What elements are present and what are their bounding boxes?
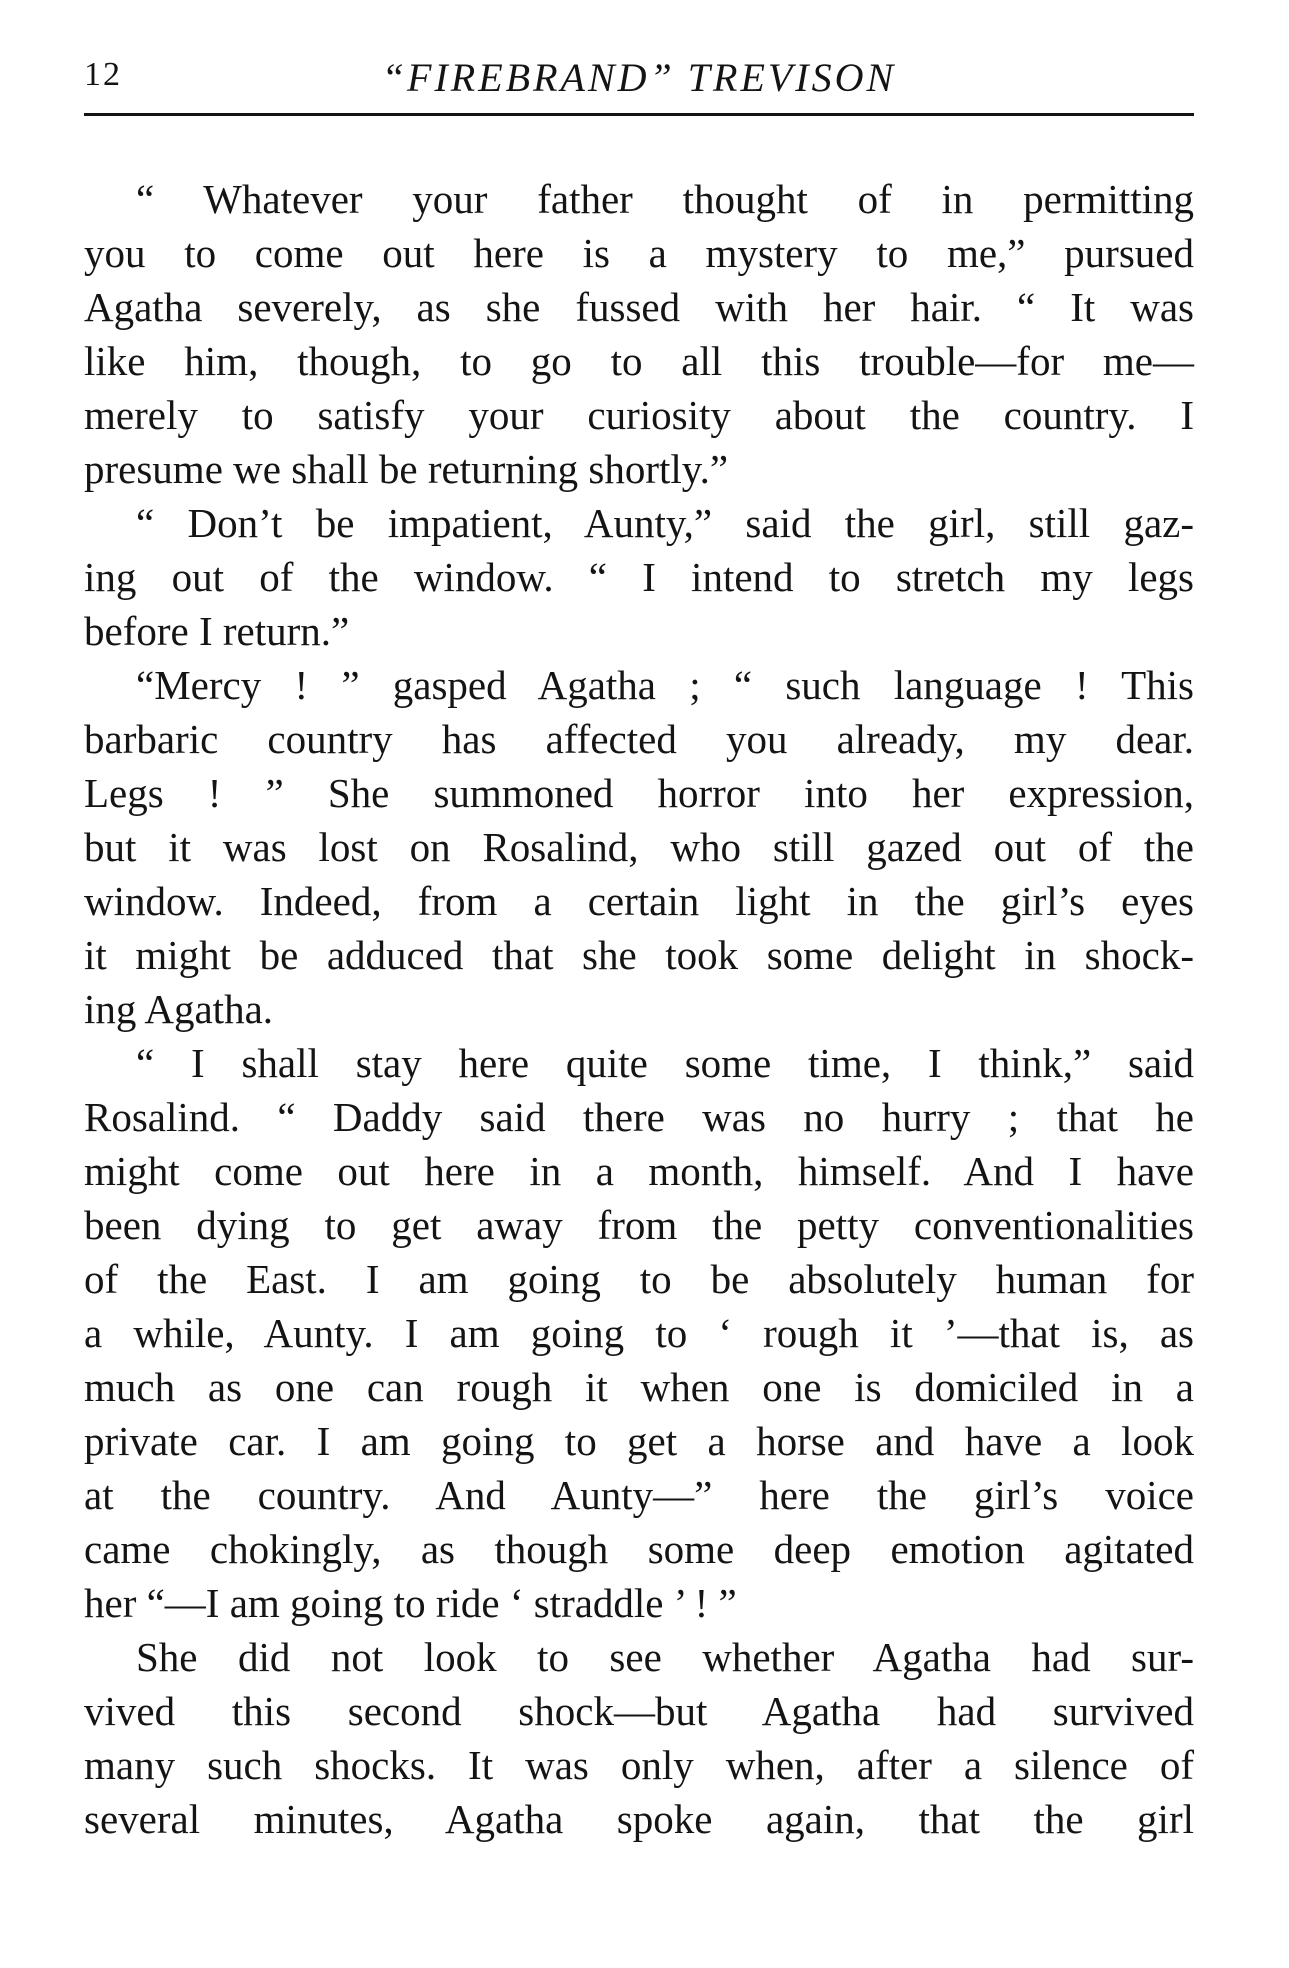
text-line: “ Whatever your father thought of in permitting xyxy=(136,176,1194,222)
text-line: much as one can rough it when one is domiciled in a xyxy=(84,1364,1194,1410)
paragraph xyxy=(84,1036,1194,1630)
text-line: you to come out here is a mystery to me,” pursued xyxy=(84,230,1194,276)
text-line: She did not look to see whether Agatha had sur- xyxy=(136,1634,1194,1680)
text-line: ing out of the window. “ I intend to stretch my legs xyxy=(84,554,1194,600)
text-line: private car. I am going to get a horse and have a look xyxy=(84,1418,1194,1464)
text-line: “ I shall stay here quite some time, I think,” said xyxy=(136,1040,1194,1086)
text-line: ing Agatha. xyxy=(84,986,274,1032)
text-line: presume we shall be returning shortly.” xyxy=(84,446,729,492)
text-line: window. Indeed, from a certain light in the girl’s eyes xyxy=(84,878,1194,924)
header-rule xyxy=(84,113,1194,116)
text-line: before I return.” xyxy=(84,608,350,654)
page-number: 12 xyxy=(84,56,122,93)
text-line: it might be adduced that she took some delight in shock- xyxy=(84,932,1194,978)
text-line: “Mercy ! ” gasped Agatha ; “ such language ! This xyxy=(136,662,1194,708)
text-line: at the country. And Aunty—” here the girl’s voice xyxy=(84,1472,1194,1518)
text-line: been dying to get away from the petty conventionalities xyxy=(84,1202,1194,1248)
text-line: merely to satisfy your curiosity about the country. I xyxy=(84,392,1194,438)
running-head xyxy=(84,52,1194,112)
body-text xyxy=(84,172,1194,1846)
text-line: “ Don’t be impatient, Aunty,” said the girl, still gaz- xyxy=(136,500,1194,546)
text-line: several minutes, Agatha spoke again, that the girl xyxy=(84,1796,1194,1842)
text-line: many such shocks. It was only when, after a silence of xyxy=(84,1742,1194,1788)
text-line: barbaric country has affected you already, my dear. xyxy=(84,716,1194,762)
text-line: a while, Aunty. I am going to ‘ rough it ’—that is, as xyxy=(84,1310,1194,1356)
paragraph xyxy=(84,496,1194,658)
text-line: vived this second shock—but Agatha had survived xyxy=(84,1688,1194,1734)
text-line: Agatha severely, as she fussed with her hair. “ It was xyxy=(84,284,1194,330)
paragraph xyxy=(84,172,1194,496)
text-line: like him, though, to go to all this trouble—for me— xyxy=(84,338,1194,384)
text-line: might come out here in a month, himself. And I have xyxy=(84,1148,1194,1194)
paragraph xyxy=(84,658,1194,1036)
text-line: Legs ! ” She summoned horror into her expression, xyxy=(84,770,1194,816)
text-line: Rosalind. “ Daddy said there was no hurry ; that he xyxy=(84,1094,1194,1140)
text-line: of the East. I am going to be absolutely human for xyxy=(84,1256,1194,1302)
paragraph xyxy=(84,1630,1194,1846)
text-line: but it was lost on Rosalind, who still gazed out of the xyxy=(84,824,1194,870)
text-line: came chokingly, as though some deep emotion agitated xyxy=(84,1526,1194,1572)
text-line: her “—I am going to ride ‘ straddle ’ ! ” xyxy=(84,1580,737,1626)
running-title: “FIREBRAND” TREVISON xyxy=(381,55,897,100)
